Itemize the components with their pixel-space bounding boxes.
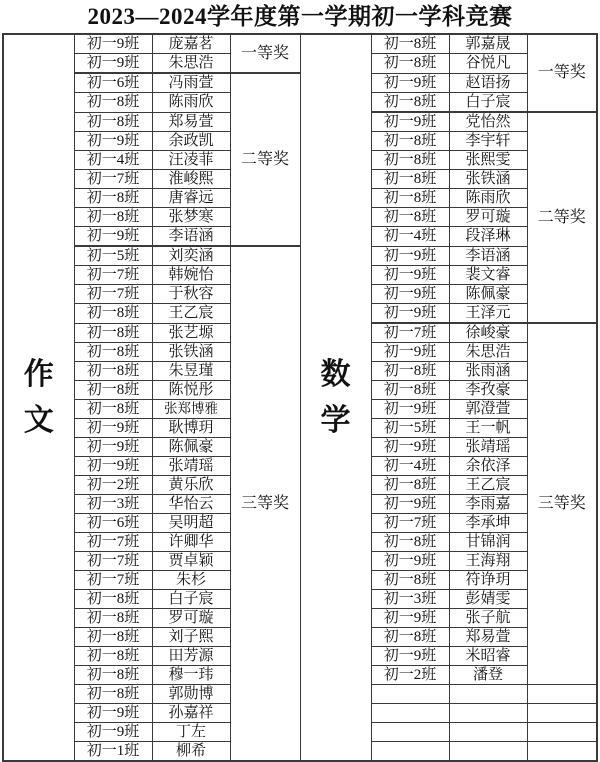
student-name-cell: 于秋容 xyxy=(152,285,230,304)
student-name-cell: 王泽元 xyxy=(449,304,527,324)
class-cell: 初一8班 xyxy=(74,304,152,324)
class-cell: 初一8班 xyxy=(74,323,152,343)
class-cell: 初一8班 xyxy=(371,189,449,208)
class-cell: 初一9班 xyxy=(371,438,449,457)
prize-cell: 三等奖 xyxy=(527,323,597,685)
class-cell: 初一9班 xyxy=(371,285,449,304)
prize-cell: 一等奖 xyxy=(527,34,597,112)
student-name-cell: 黄乐欣 xyxy=(152,476,230,495)
student-name-cell: 刘子熙 xyxy=(152,628,230,647)
class-cell: 初一9班 xyxy=(371,647,449,666)
class-cell: 初一9班 xyxy=(371,343,449,362)
class-cell: 初一8班 xyxy=(74,208,152,227)
student-name-cell: 白子宸 xyxy=(449,93,527,113)
subject-label-essay: 作 文 xyxy=(3,34,74,761)
student-name-cell: 彭婧雯 xyxy=(449,590,527,609)
class-cell: 初一9班 xyxy=(74,438,152,457)
student-name-cell: 刘奕涵 xyxy=(152,246,230,266)
student-name-cell: 陈雨欣 xyxy=(152,93,230,113)
class-cell: 初一7班 xyxy=(74,170,152,189)
student-name-cell: 徐峻豪 xyxy=(449,323,527,343)
class-cell: 初一6班 xyxy=(74,73,152,93)
student-name-cell: 耿博玥 xyxy=(152,419,230,438)
class-cell: 初一8班 xyxy=(74,112,152,132)
student-name-cell: 李孜豪 xyxy=(449,381,527,400)
student-name-cell xyxy=(449,704,527,723)
class-cell: 初一8班 xyxy=(371,170,449,189)
student-name-cell: 白子宸 xyxy=(152,590,230,609)
class-cell: 初一8班 xyxy=(74,685,152,704)
class-cell: 初一8班 xyxy=(371,151,449,170)
class-cell: 初一8班 xyxy=(74,609,152,628)
class-cell: 初一9班 xyxy=(74,419,152,438)
table-row xyxy=(3,34,597,54)
class-cell: 初一7班 xyxy=(74,533,152,552)
class-cell xyxy=(371,685,449,704)
student-name-cell: 余政凯 xyxy=(152,132,230,151)
class-cell: 初一2班 xyxy=(371,666,449,685)
student-name-cell: 贾卓颖 xyxy=(152,552,230,571)
class-cell: 初一8班 xyxy=(371,628,449,647)
student-name-cell: 吴明超 xyxy=(152,514,230,533)
student-name-cell: 孙嘉祥 xyxy=(152,704,230,723)
class-cell: 初一9班 xyxy=(74,457,152,476)
student-name-cell: 张靖瑶 xyxy=(449,438,527,457)
class-cell: 初一8班 xyxy=(371,93,449,113)
student-name-cell xyxy=(449,742,527,762)
student-name-cell: 潘登 xyxy=(449,666,527,685)
student-name-cell: 张艺塬 xyxy=(152,323,230,343)
student-name-cell: 陈悦彤 xyxy=(152,381,230,400)
prize-cell: 一等奖 xyxy=(230,34,300,73)
student-name-cell xyxy=(449,685,527,704)
class-cell: 初一3班 xyxy=(371,590,449,609)
student-name-cell: 汪凌菲 xyxy=(152,151,230,170)
student-name-cell: 淮峻熙 xyxy=(152,170,230,189)
student-name-cell: 郭澄萱 xyxy=(449,400,527,419)
class-cell: 初一7班 xyxy=(74,266,152,285)
class-cell: 初一4班 xyxy=(74,151,152,170)
class-cell: 初一3班 xyxy=(74,495,152,514)
class-cell: 初一8班 xyxy=(371,132,449,151)
class-cell: 初一9班 xyxy=(371,246,449,266)
class-cell: 初一9班 xyxy=(371,400,449,419)
class-cell: 初一8班 xyxy=(74,590,152,609)
class-cell: 初一2班 xyxy=(74,476,152,495)
class-cell: 初一9班 xyxy=(371,73,449,93)
class-cell xyxy=(371,742,449,762)
class-cell: 初一7班 xyxy=(74,571,152,590)
student-name-cell: 罗可璇 xyxy=(449,208,527,227)
class-cell: 初一6班 xyxy=(74,514,152,533)
prize-cell-empty xyxy=(527,704,597,723)
student-name-cell: 张雨涵 xyxy=(449,362,527,381)
student-name-cell: 陈雨欣 xyxy=(449,189,527,208)
class-cell: 初一7班 xyxy=(74,285,152,304)
student-name-cell: 唐睿远 xyxy=(152,189,230,208)
prize-cell-empty xyxy=(527,742,597,762)
student-name-cell: 甘锦润 xyxy=(449,533,527,552)
student-name-cell: 柳希 xyxy=(152,742,230,762)
prize-cell-empty xyxy=(527,723,597,742)
class-cell: 初一8班 xyxy=(371,476,449,495)
class-cell: 初一8班 xyxy=(371,571,449,590)
student-name-cell: 张子航 xyxy=(449,609,527,628)
student-name-cell: 李宇轩 xyxy=(449,132,527,151)
student-name-cell: 李承坤 xyxy=(449,514,527,533)
class-cell: 初一9班 xyxy=(371,495,449,514)
prize-cell: 二等奖 xyxy=(230,73,300,246)
student-name-cell: 党怡然 xyxy=(449,112,527,132)
student-name-cell: 李语涵 xyxy=(449,246,527,266)
class-cell: 初一9班 xyxy=(74,34,152,54)
student-name-cell: 段泽琳 xyxy=(449,227,527,247)
prize-cell: 二等奖 xyxy=(527,112,597,323)
student-name-cell: 赵语扬 xyxy=(449,73,527,93)
class-cell: 初一5班 xyxy=(74,246,152,266)
class-cell: 初一9班 xyxy=(371,552,449,571)
class-cell: 初一7班 xyxy=(371,323,449,343)
class-cell: 初一4班 xyxy=(371,457,449,476)
student-name-cell: 朱昱瑾 xyxy=(152,362,230,381)
student-name-cell: 郑易萱 xyxy=(449,628,527,647)
class-cell: 初一7班 xyxy=(74,552,152,571)
student-name-cell: 郭勋博 xyxy=(152,685,230,704)
student-name-cell: 王海翔 xyxy=(449,552,527,571)
class-cell: 初一9班 xyxy=(371,112,449,132)
class-cell: 初一8班 xyxy=(74,666,152,685)
student-name-cell: 张郑博雅 xyxy=(152,400,230,419)
class-cell: 初一9班 xyxy=(371,266,449,285)
student-name-cell: 郭嘉晟 xyxy=(449,34,527,54)
class-cell: 初一9班 xyxy=(371,304,449,324)
class-cell: 初一8班 xyxy=(371,54,449,74)
class-cell: 初一8班 xyxy=(371,208,449,227)
student-name-cell: 符诤玥 xyxy=(449,571,527,590)
prize-cell: 三等奖 xyxy=(230,246,300,761)
class-cell: 初一9班 xyxy=(371,609,449,628)
class-cell: 初一8班 xyxy=(371,381,449,400)
class-cell: 初一8班 xyxy=(74,93,152,113)
class-cell: 初一8班 xyxy=(74,400,152,419)
student-name-cell: 余依泽 xyxy=(449,457,527,476)
class-cell: 初一9班 xyxy=(74,723,152,742)
class-cell: 初一8班 xyxy=(371,362,449,381)
student-name-cell: 许卿华 xyxy=(152,533,230,552)
student-name-cell: 王一帆 xyxy=(449,419,527,438)
student-name-cell: 陈佩豪 xyxy=(152,438,230,457)
class-cell: 初一1班 xyxy=(74,742,152,762)
class-cell: 初一5班 xyxy=(371,419,449,438)
class-cell: 初一8班 xyxy=(74,362,152,381)
student-name-cell: 米昭睿 xyxy=(449,647,527,666)
prize-cell-empty xyxy=(527,685,597,704)
class-cell xyxy=(371,704,449,723)
student-name-cell: 韩婉怡 xyxy=(152,266,230,285)
student-name-cell: 王乙宸 xyxy=(152,304,230,324)
class-cell: 初一4班 xyxy=(371,227,449,247)
student-name-cell: 庞嘉茗 xyxy=(152,34,230,54)
class-cell: 初一9班 xyxy=(74,132,152,151)
student-name-cell: 丁左 xyxy=(152,723,230,742)
student-name-cell xyxy=(449,723,527,742)
class-cell: 初一9班 xyxy=(74,54,152,74)
class-cell: 初一9班 xyxy=(74,227,152,247)
student-name-cell: 裴文睿 xyxy=(449,266,527,285)
student-name-cell: 李雨嘉 xyxy=(449,495,527,514)
student-name-cell: 张熙雯 xyxy=(449,151,527,170)
class-cell: 初一8班 xyxy=(371,34,449,54)
student-name-cell: 王乙宸 xyxy=(449,476,527,495)
student-name-cell: 张靖瑶 xyxy=(152,457,230,476)
student-name-cell: 李语涵 xyxy=(152,227,230,247)
class-cell: 初一8班 xyxy=(74,381,152,400)
student-name-cell: 朱杉 xyxy=(152,571,230,590)
class-cell: 初一8班 xyxy=(74,647,152,666)
student-name-cell: 罗可璇 xyxy=(152,609,230,628)
student-name-cell: 谷悦凡 xyxy=(449,54,527,74)
subject-label-math: 数 学 xyxy=(300,34,371,761)
class-cell: 初一9班 xyxy=(74,704,152,723)
student-name-cell: 穆一玮 xyxy=(152,666,230,685)
class-cell xyxy=(371,723,449,742)
student-name-cell: 田芳源 xyxy=(152,647,230,666)
student-name-cell: 朱思浩 xyxy=(449,343,527,362)
student-name-cell: 张铁涵 xyxy=(449,170,527,189)
page-title: 2023—2024学年度第一学期初一学科竞赛 xyxy=(87,4,513,29)
student-name-cell: 郑易萱 xyxy=(152,112,230,132)
student-name-cell: 华怡云 xyxy=(152,495,230,514)
results-table xyxy=(2,33,598,762)
class-cell: 初一8班 xyxy=(74,628,152,647)
class-cell: 初一7班 xyxy=(371,514,449,533)
student-name-cell: 张铁涵 xyxy=(152,343,230,362)
class-cell: 初一8班 xyxy=(74,189,152,208)
class-cell: 初一8班 xyxy=(74,343,152,362)
class-cell: 初一8班 xyxy=(371,533,449,552)
student-name-cell: 张梦寒 xyxy=(152,208,230,227)
student-name-cell: 朱思浩 xyxy=(152,54,230,74)
student-name-cell: 陈佩豪 xyxy=(449,285,527,304)
student-name-cell: 冯雨萱 xyxy=(152,73,230,93)
